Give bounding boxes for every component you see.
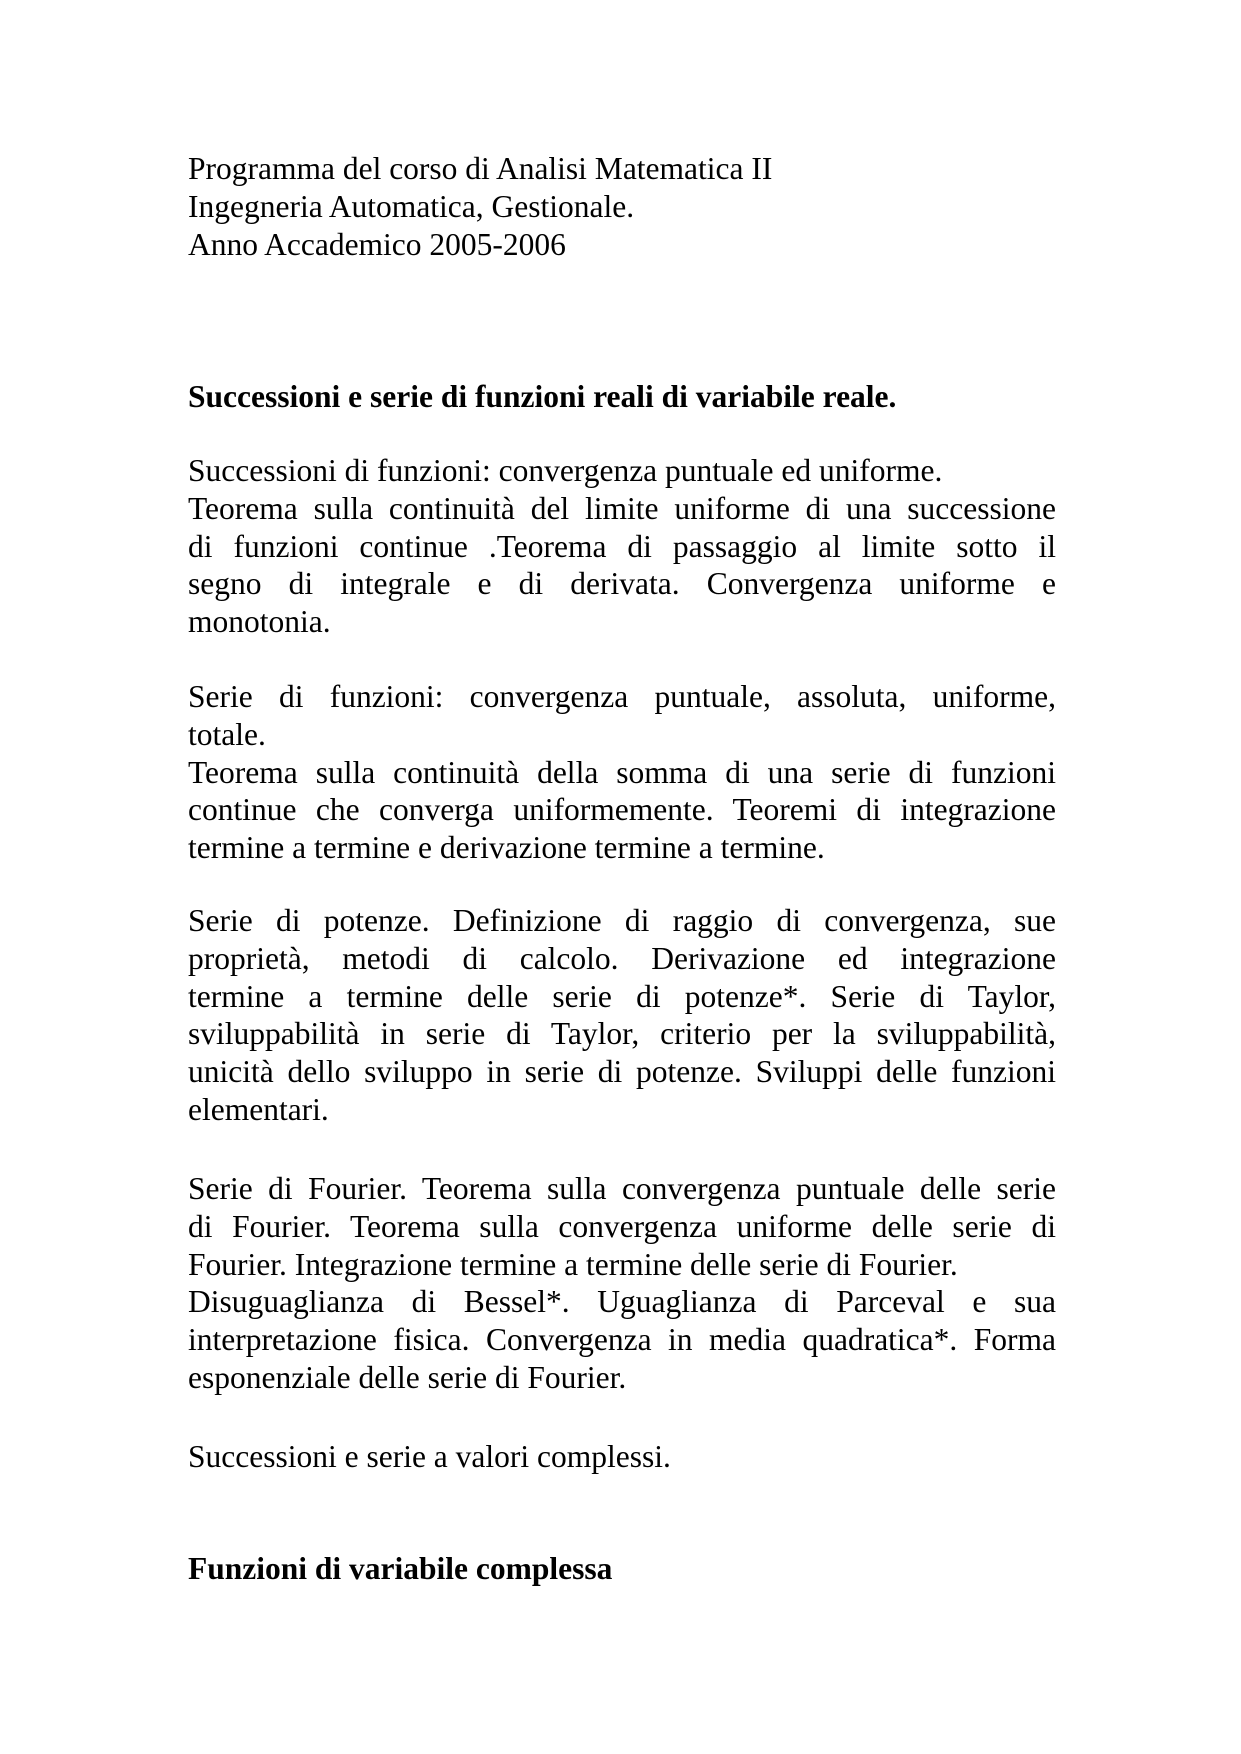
- degree-programs: Ingegneria Automatica, Gestionale.: [188, 189, 635, 224]
- text-line: monotonia.: [188, 604, 331, 640]
- text-line: continue che converga uniformemente. Teoremi di integrazione: [188, 792, 1056, 828]
- paragraph-series-of-functions: [188, 678, 1056, 867]
- text-line: Teorema sulla continuità della somma di una serie di funzioni: [188, 754, 1056, 790]
- text-line: Serie di funzioni: convergenza puntuale, assoluta, uniforme,: [188, 679, 1056, 714]
- text-line: totale.: [188, 716, 266, 752]
- course-title: Programma del corso di Analisi Matematica II: [188, 151, 773, 186]
- text-line: segno di integrale e di derivata. Convergenza uniforme e: [188, 566, 1056, 602]
- text-line: Serie di potenze. Definizione di raggio di convergenza, sue: [188, 903, 1056, 938]
- text-line: Teorema sulla continuità del limite uniforme di una successione: [188, 490, 1056, 526]
- text-line: esponenziale delle serie di Fourier.: [188, 1359, 627, 1395]
- text-line: di funzioni continue .Teorema di passaggio al limite sotto il: [188, 528, 1056, 564]
- text-line: di Fourier. Teorema sulla convergenza uniforme delle serie di: [188, 1208, 1056, 1244]
- text-line: sviluppabilità in serie di Taylor, criterio per la sviluppabilità,: [188, 1016, 1056, 1052]
- text-line: Successioni e serie a valori complessi.: [188, 1439, 671, 1474]
- paragraph-sequences-of-functions: [188, 452, 1056, 641]
- document-header: [188, 150, 772, 264]
- paragraph-complex-sequences: [188, 1438, 1056, 1476]
- text-line: Disuguaglianza di Bessel*. Uguaglianza di Parceval e sua: [188, 1284, 1056, 1320]
- academic-year: Anno Accademico 2005-2006: [188, 227, 566, 262]
- text-line: elementari.: [188, 1091, 329, 1127]
- text-line: Serie di Fourier. Teorema sulla convergenza puntuale delle serie: [188, 1171, 1056, 1206]
- text-line: proprietà, metodi di calcolo. Derivazione ed integrazione: [188, 940, 1056, 976]
- paragraph-power-series: [188, 902, 1056, 1129]
- text-line: termine a termine delle serie di potenze*. Serie di Taylor,: [188, 978, 1056, 1014]
- paragraph-fourier-series: [188, 1170, 1056, 1397]
- text-line: Fourier. Integrazione termine a termine delle serie di Fourier.: [188, 1246, 958, 1282]
- section-title-series-of-functions: Successioni e serie di funzioni reali di variabile reale.: [188, 379, 897, 414]
- text-line: unicità dello sviluppo in serie di potenze. Sviluppi delle funzioni: [188, 1054, 1056, 1090]
- text-line: termine a termine e derivazione termine a termine.: [188, 830, 825, 866]
- section-title-complex-functions: Funzioni di variabile complessa: [188, 1551, 613, 1586]
- text-line: Successioni di funzioni: convergenza puntuale ed uniforme.: [188, 453, 943, 488]
- text-line: interpretazione fisica. Convergenza in media quadratica*. Forma: [188, 1322, 1056, 1358]
